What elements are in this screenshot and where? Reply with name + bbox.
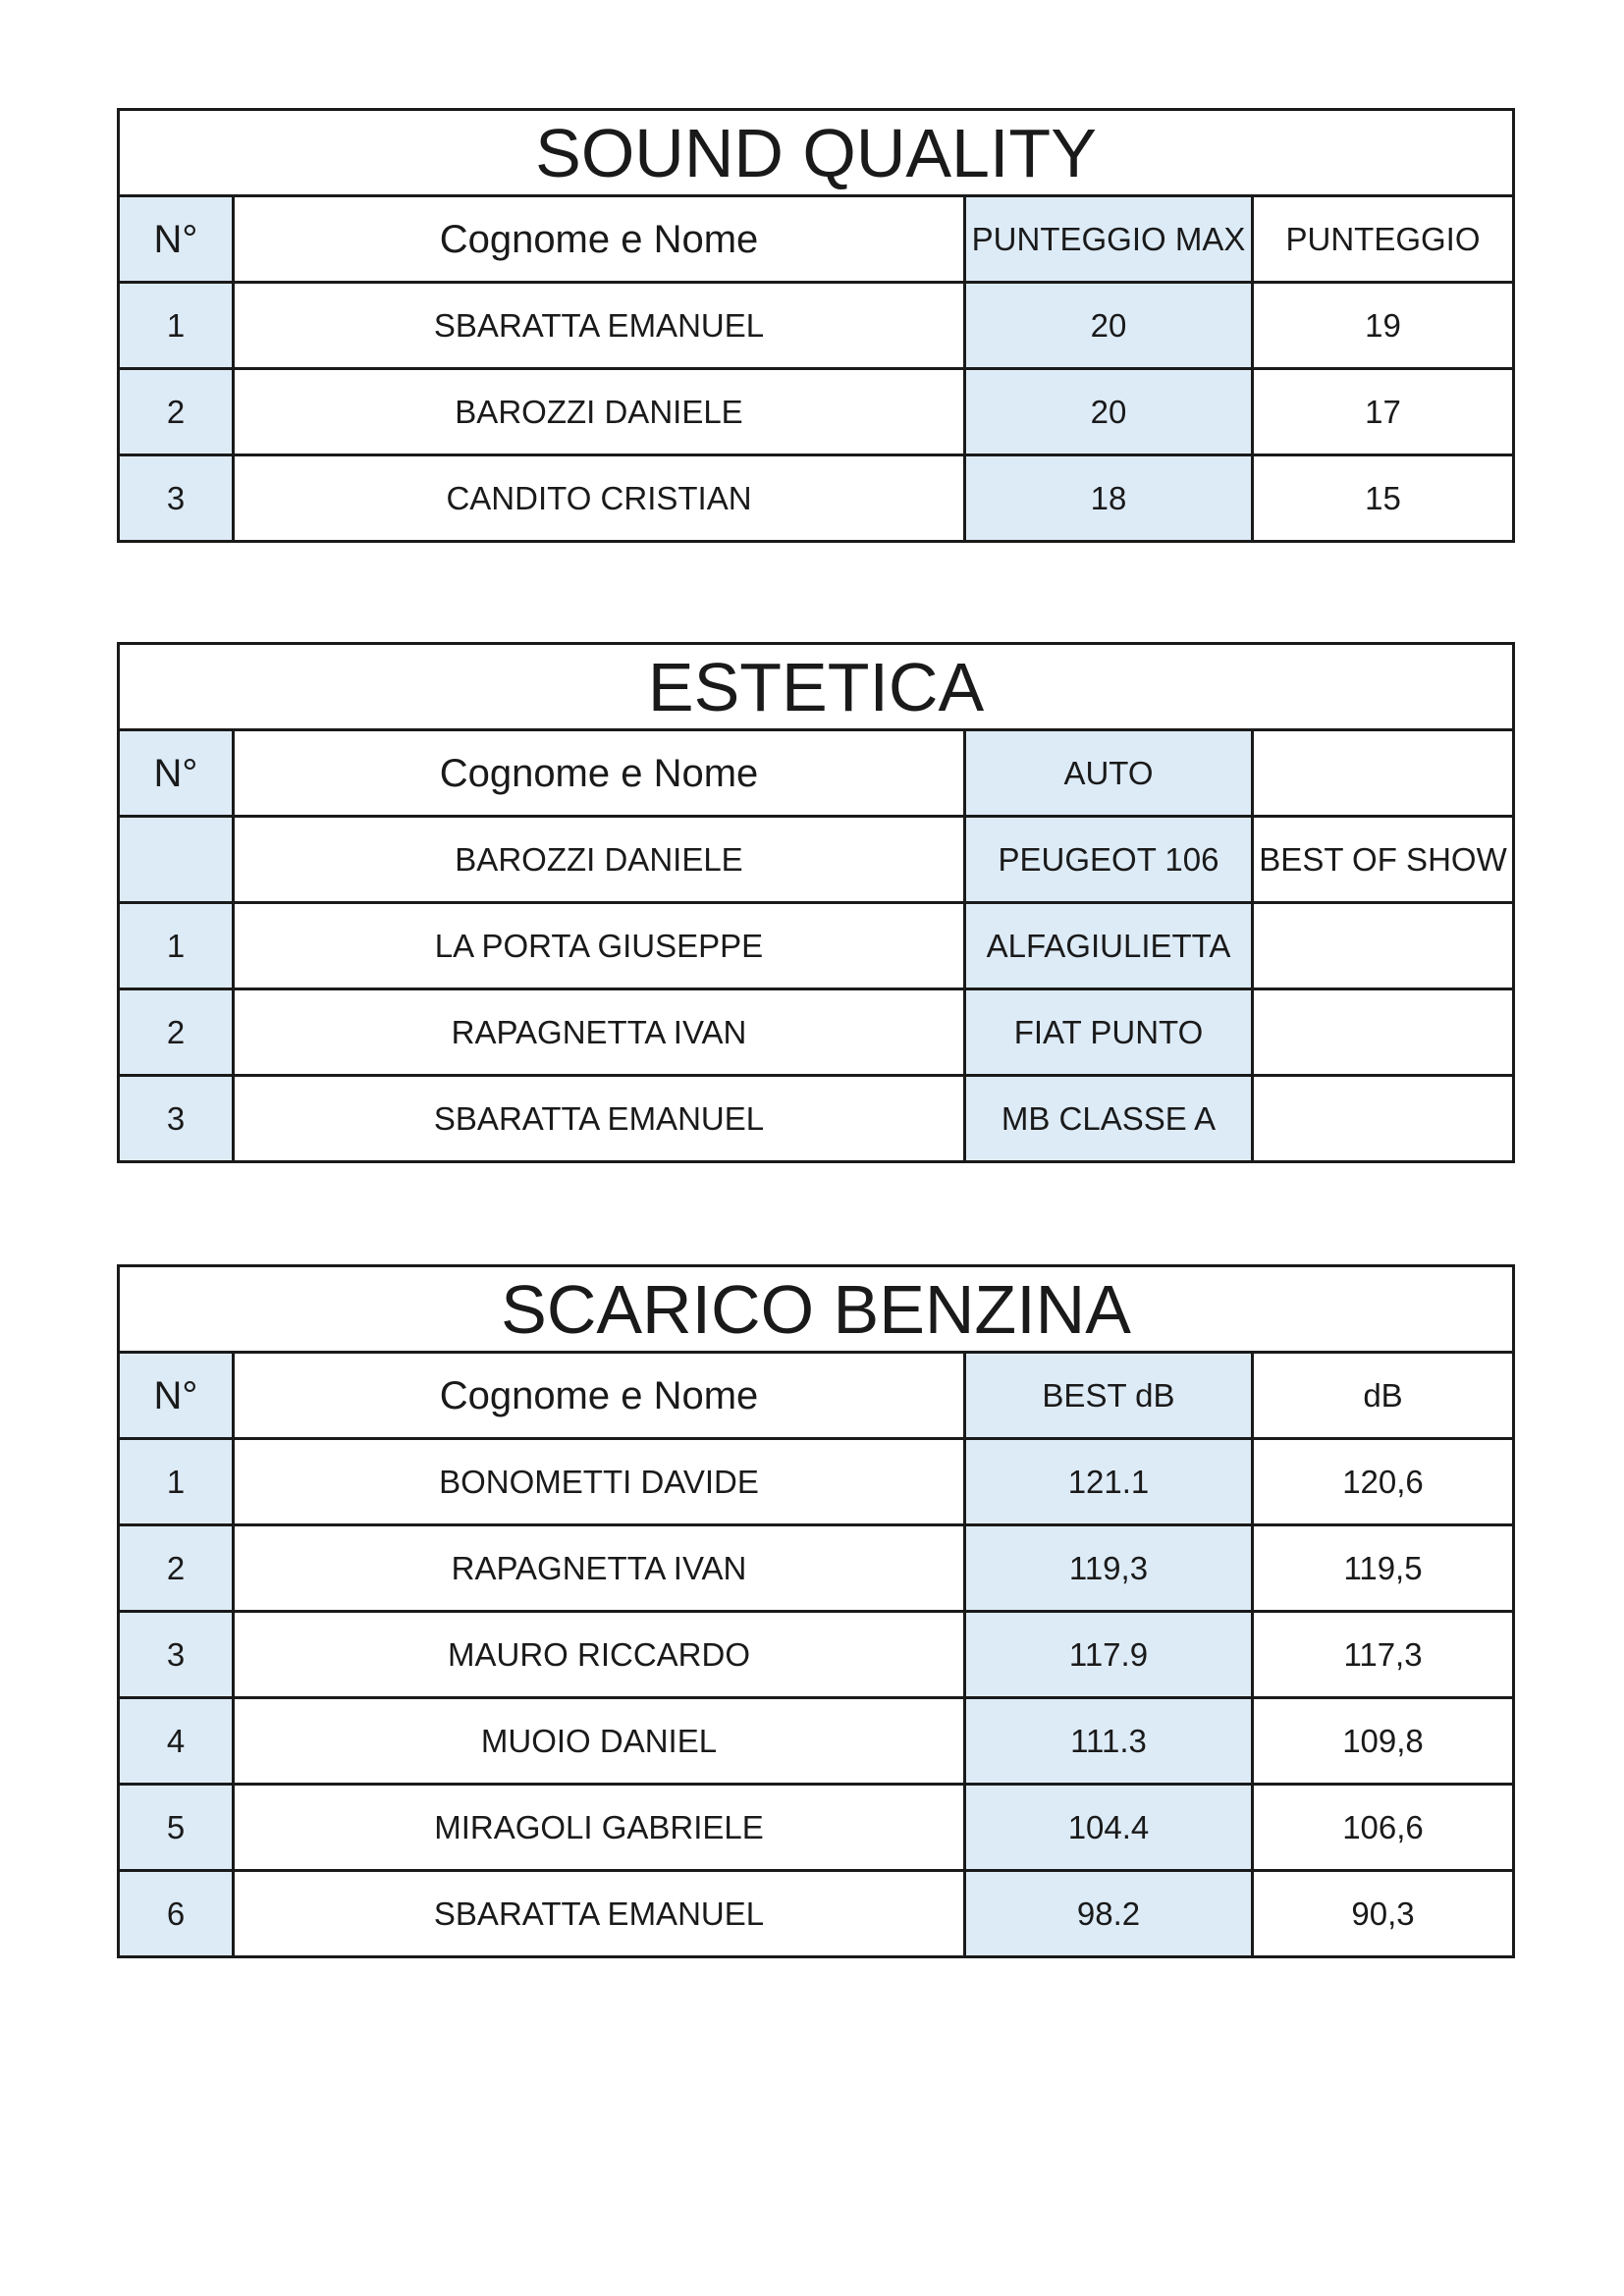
header-number: N°	[119, 730, 234, 817]
header-name: Cognome e Nome	[234, 1353, 965, 1439]
header-name: Cognome e Nome	[234, 730, 965, 817]
cell-car: PEUGEOT 106	[965, 817, 1253, 903]
table-row	[119, 283, 1514, 369]
cell-number: 3	[119, 1076, 234, 1162]
table-title-row	[119, 110, 1514, 196]
table-header-row	[119, 196, 1514, 283]
estetica-table	[117, 642, 1515, 1163]
cell-name: BAROZZI DANIELE	[234, 817, 965, 903]
table-title: ESTETICA	[119, 644, 1514, 730]
cell-car: MB CLASSE A	[965, 1076, 1253, 1162]
cell-number: 1	[119, 1439, 234, 1525]
cell-number: 3	[119, 455, 234, 542]
table-row	[119, 1698, 1514, 1785]
cell-award	[1253, 989, 1514, 1076]
cell-number: 1	[119, 903, 234, 989]
cell-best-db: 104.4	[965, 1785, 1253, 1871]
table-header-row	[119, 1353, 1514, 1439]
cell-best-db: 111.3	[965, 1698, 1253, 1785]
table-title: SOUND QUALITY	[119, 110, 1514, 196]
cell-name: SBARATTA EMANUEL	[234, 1076, 965, 1162]
cell-best-db: 121.1	[965, 1439, 1253, 1525]
table-row	[119, 1525, 1514, 1612]
cell-name: MUOIO DANIEL	[234, 1698, 965, 1785]
cell-number	[119, 817, 234, 903]
sound-quality-table	[117, 108, 1515, 543]
cell-name: BAROZZI DANIELE	[234, 369, 965, 455]
cell-name: SBARATTA EMANUEL	[234, 283, 965, 369]
cell-name: SBARATTA EMANUEL	[234, 1871, 965, 1957]
cell-number: 6	[119, 1871, 234, 1957]
cell-db: 109,8	[1253, 1698, 1514, 1785]
cell-name: RAPAGNETTA IVAN	[234, 989, 965, 1076]
scarico-benzina-table	[117, 1264, 1515, 1958]
cell-db: 119,5	[1253, 1525, 1514, 1612]
table-row	[119, 369, 1514, 455]
cell-number: 4	[119, 1698, 234, 1785]
cell-name: MAURO RICCARDO	[234, 1612, 965, 1698]
table-header-row	[119, 730, 1514, 817]
cell-name: CANDITO CRISTIAN	[234, 455, 965, 542]
table-row	[119, 1871, 1514, 1957]
cell-max-score: 20	[965, 369, 1253, 455]
header-max-score: PUNTEGGIO MAX	[965, 196, 1253, 283]
table-row	[119, 817, 1514, 903]
table-row	[119, 903, 1514, 989]
table-title-row	[119, 644, 1514, 730]
cell-car: ALFAGIULIETTA	[965, 903, 1253, 989]
table-row	[119, 1612, 1514, 1698]
cell-best-db: 119,3	[965, 1525, 1253, 1612]
header-score: PUNTEGGIO	[1253, 196, 1514, 283]
cell-name: RAPAGNETTA IVAN	[234, 1525, 965, 1612]
cell-number: 2	[119, 989, 234, 1076]
cell-db: 117,3	[1253, 1612, 1514, 1698]
table-row	[119, 989, 1514, 1076]
header-car: AUTO	[965, 730, 1253, 817]
cell-number: 2	[119, 1525, 234, 1612]
table-row	[119, 1076, 1514, 1162]
table-row	[119, 455, 1514, 542]
cell-score: 19	[1253, 283, 1514, 369]
cell-name: MIRAGOLI GABRIELE	[234, 1785, 965, 1871]
cell-number: 1	[119, 283, 234, 369]
cell-best-db: 98.2	[965, 1871, 1253, 1957]
cell-car: FIAT PUNTO	[965, 989, 1253, 1076]
table-title: SCARICO BENZINA	[119, 1266, 1514, 1353]
header-name: Cognome e Nome	[234, 196, 965, 283]
cell-award	[1253, 903, 1514, 989]
cell-db: 106,6	[1253, 1785, 1514, 1871]
cell-max-score: 20	[965, 283, 1253, 369]
table-row	[119, 1439, 1514, 1525]
header-db: dB	[1253, 1353, 1514, 1439]
cell-score: 15	[1253, 455, 1514, 542]
table-title-row	[119, 1266, 1514, 1353]
header-number: N°	[119, 196, 234, 283]
cell-db: 120,6	[1253, 1439, 1514, 1525]
cell-best-db: 117.9	[965, 1612, 1253, 1698]
cell-number: 3	[119, 1612, 234, 1698]
cell-number: 2	[119, 369, 234, 455]
table-row	[119, 1785, 1514, 1871]
header-number: N°	[119, 1353, 234, 1439]
cell-score: 17	[1253, 369, 1514, 455]
cell-db: 90,3	[1253, 1871, 1514, 1957]
cell-name: LA PORTA GIUSEPPE	[234, 903, 965, 989]
cell-award: BEST OF SHOW	[1253, 817, 1514, 903]
cell-name: BONOMETTI DAVIDE	[234, 1439, 965, 1525]
cell-award	[1253, 1076, 1514, 1162]
cell-max-score: 18	[965, 455, 1253, 542]
header-best-db: BEST dB	[965, 1353, 1253, 1439]
header-award	[1253, 730, 1514, 817]
cell-number: 5	[119, 1785, 234, 1871]
